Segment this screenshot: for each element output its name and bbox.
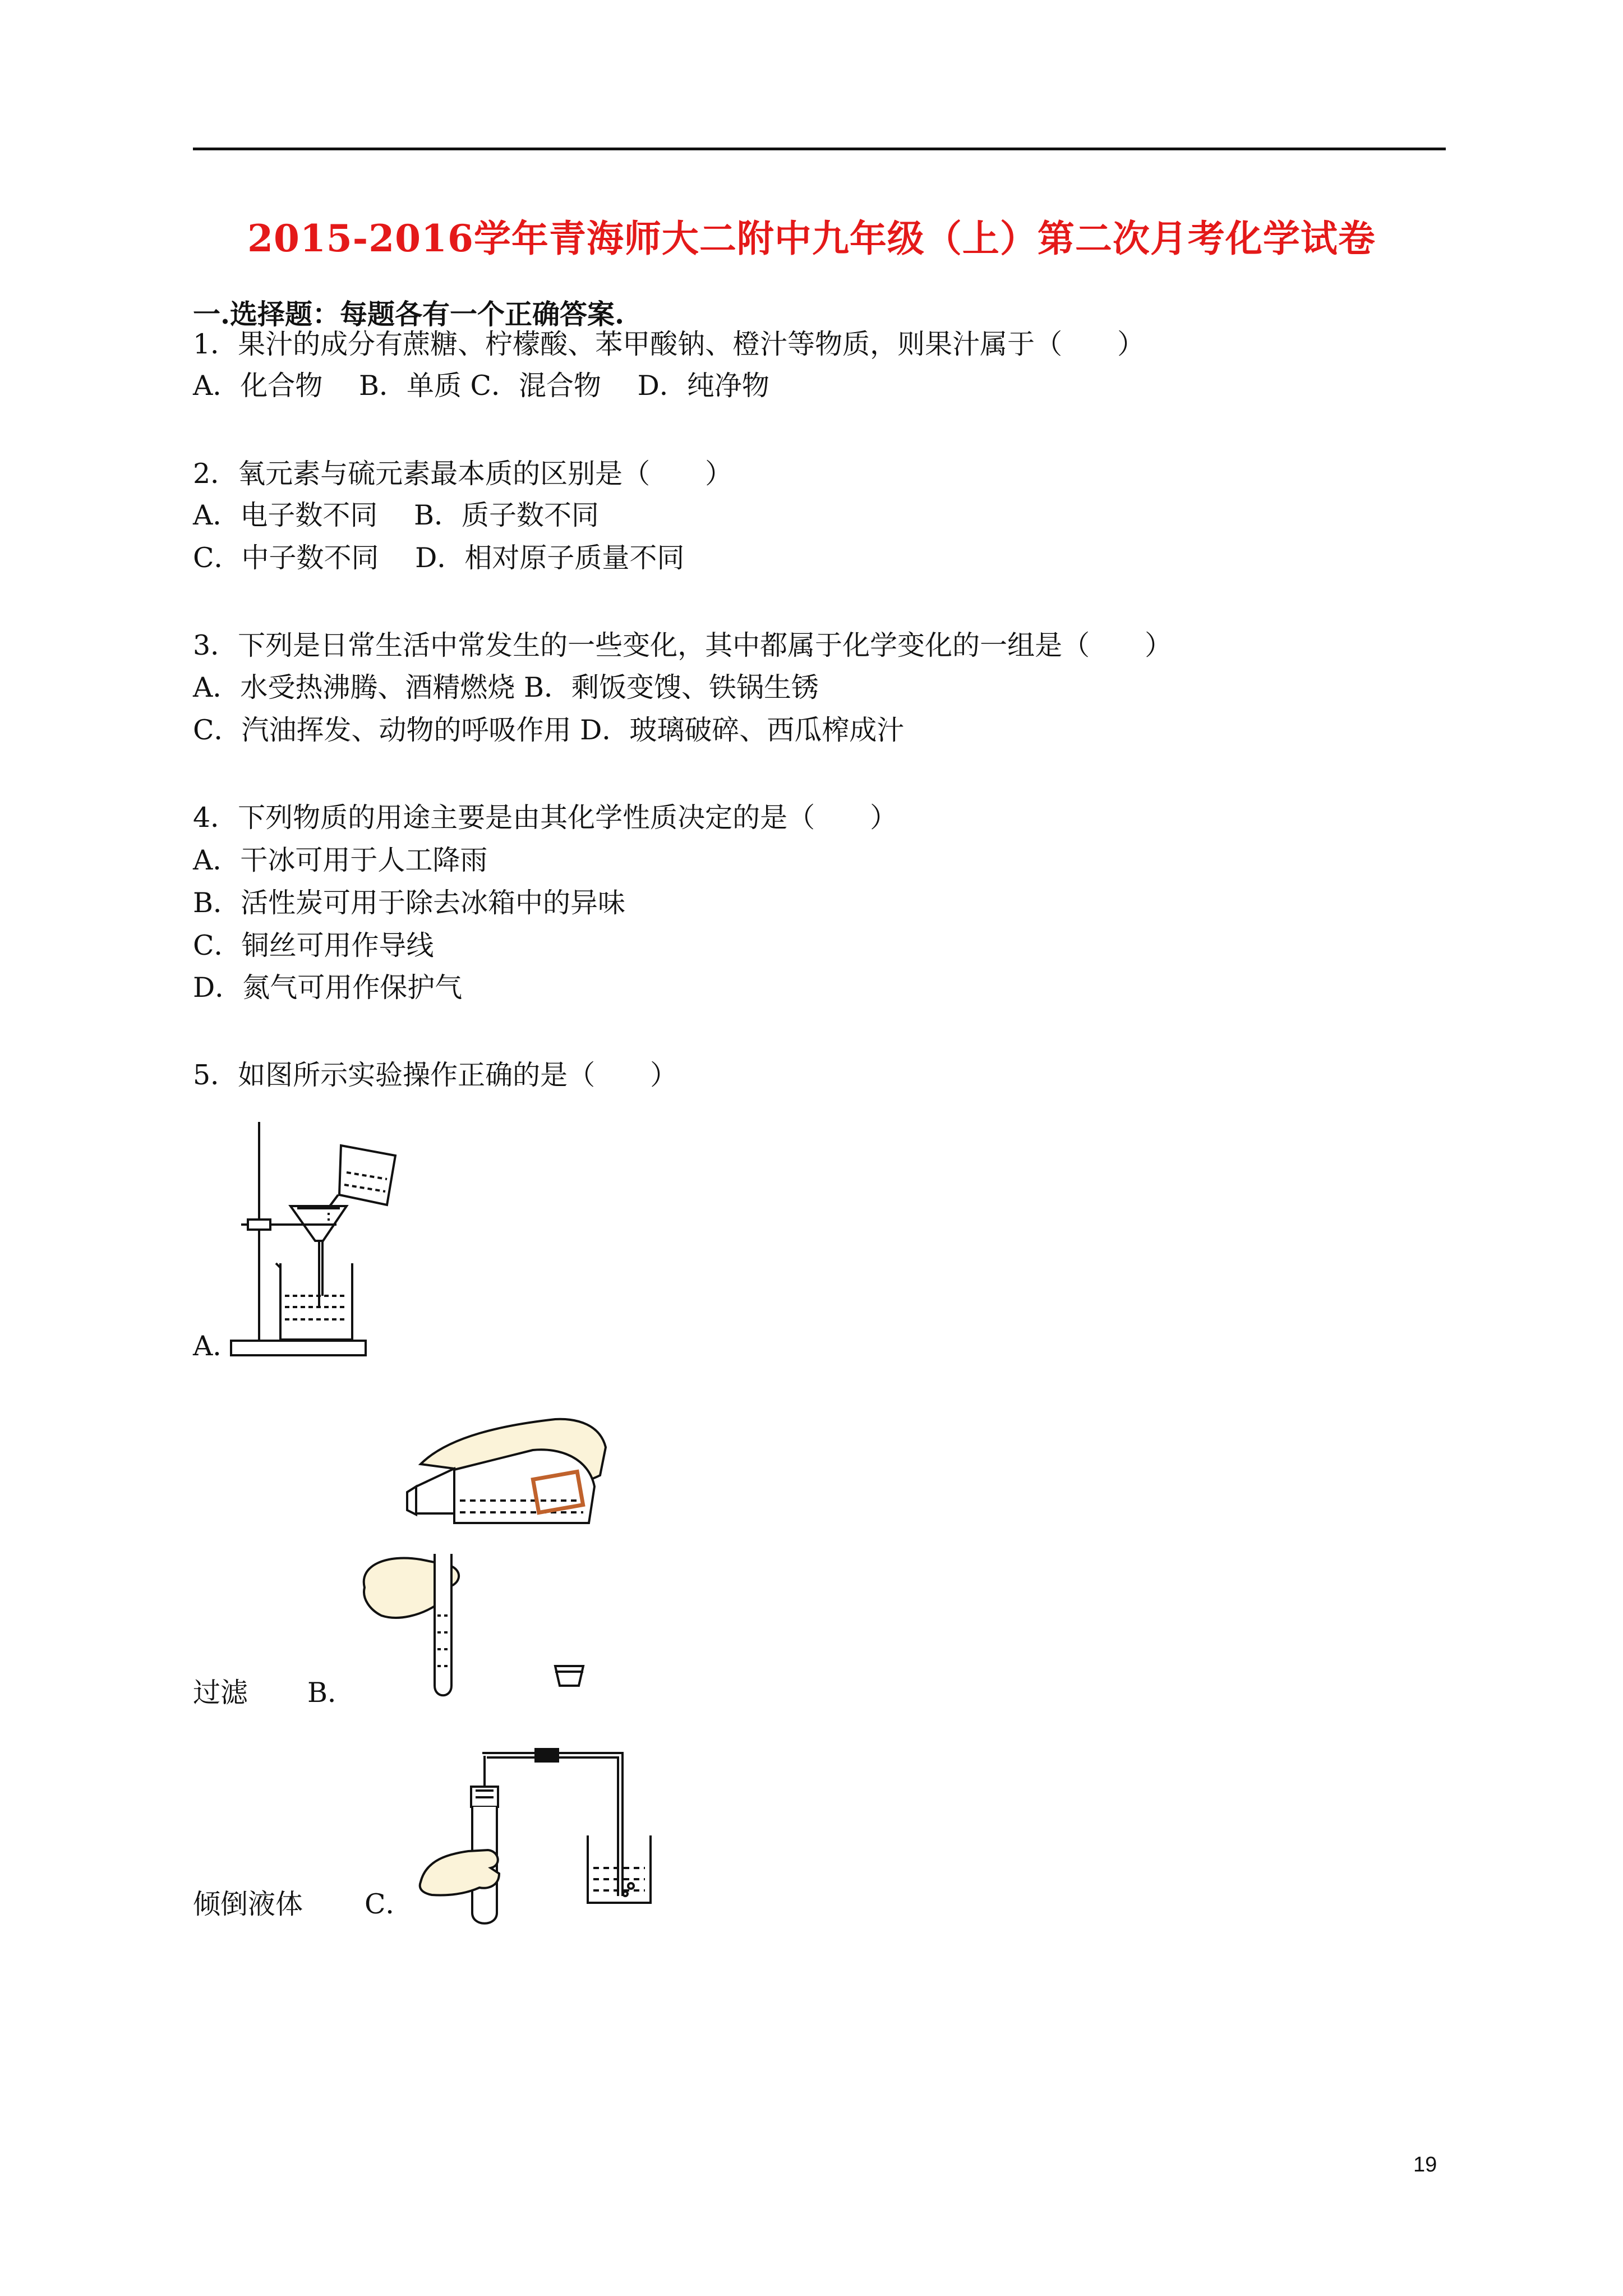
- page-title: 2015-2016学年青海师大二附中九年级（上）第二次月考化学试卷: [247, 217, 1376, 260]
- q5-stem: 5．如图所示实验操作正确的是（ ）: [193, 1059, 678, 1091]
- q2-options-1: A．电子数不同 B．质子数不同: [193, 499, 599, 531]
- q4-option-c: C．铜丝可用作导线: [193, 930, 434, 961]
- q5-option-b-caption: 倾倒液体: [193, 1888, 303, 1920]
- q1-stem: 1．果汁的成分有蔗糖、柠檬酸、苯甲酸钠、橙汁等物质，则果汁属于（ ）: [193, 328, 1145, 360]
- q4-option-a: A．干冰可用于人工降雨: [193, 844, 488, 876]
- q2-stem: 2．氧元素与硫元素最本质的区别是（ ）: [193, 458, 733, 490]
- q5-option-b-label: B．: [307, 1677, 356, 1709]
- section-heading: 一.选择题：每题各有一个正确答案.: [193, 298, 625, 330]
- pouring-liquid-figure: [353, 1402, 623, 1717]
- q5-option-a-label: A．: [193, 1330, 241, 1362]
- page-number: 19: [1413, 2153, 1437, 2177]
- q3-stem: 3．下列是日常生活中常发生的一些变化，其中都属于化学变化的一组是（ ）: [193, 629, 1173, 661]
- airtightness-check-figure: [415, 1739, 684, 1930]
- q4-option-d: D．氮气可用作保护气: [193, 972, 463, 1004]
- header-rule: [193, 148, 1446, 150]
- q1-options: A．化合物 B．单质 C．混合物 D．纯净物: [193, 370, 769, 402]
- q3-options-1: A．水受热沸腾、酒精燃烧 B．剩饭变馊、铁锅生锈: [193, 671, 819, 703]
- q3-options-2: C．汽油挥发、动物的呼吸作用 D．玻璃破碎、西瓜榨成汁: [193, 714, 905, 746]
- q5-option-c-label: C．: [365, 1888, 413, 1920]
- q4-option-b: B．活性炭可用于除去冰箱中的异味: [193, 887, 626, 919]
- q4-stem: 4．下列物质的用途主要是由其化学性质决定的是（ ）: [193, 802, 898, 834]
- q2-options-2: C．中子数不同 D．相对原子质量不同: [193, 542, 685, 574]
- q5-option-a-caption: 过滤: [193, 1677, 248, 1709]
- filtration-apparatus-figure: [224, 1111, 426, 1369]
